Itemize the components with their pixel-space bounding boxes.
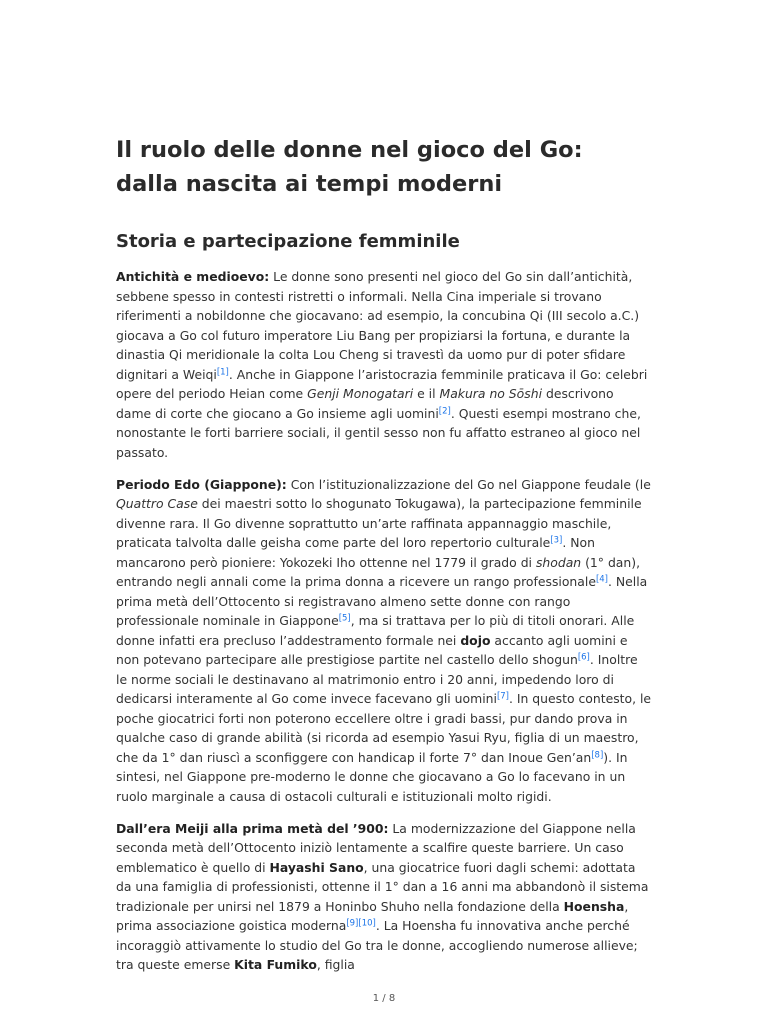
document-title: Il ruolo delle donne nel gioco del Go: dalla nascita ai tempi moderni [116,137,583,197]
footnote-link[interactable]: [4] [595,574,608,585]
document-body [116,133,652,987]
paragraph-heading: Antichità e medioevo: [116,269,270,284]
footnote-link[interactable]: [7] [496,691,509,702]
paragraph-heading: Periodo Edo (Giappone): [116,476,287,492]
section-heading: Storia e partecipazione femminile [116,231,460,252]
footnote-link[interactable]: [5] [338,613,351,624]
page-number: 1 / 8 [372,993,396,1004]
footnote-link[interactable]: [6] [577,652,590,663]
paragraph-heading: Dall’era Meiji alla prima metà del ’900: [116,820,389,836]
paragraph-edo: Periodo Edo (Giappone): Con l’istituzionalizzazione del Go nel Giappone feudale (le Quattro Case dei maestri sotto lo shogunato Tokugawa), la partecipazione femminile divenne rara. Il Go divenne soprattutto un’arte raffinata appannaggio maschile, praticata talvolta dalle geisha come parte del loro repertorio culturale[3]. Non mancarono però pioniere: Yokozeki Iho ottenne nel 1779 il grado di shodan (1° dan), entrando negli annali come la prima donna a ricevere un rango professionale[4]. Nella prima metà dell’Ottocento si registravano almeno sette donne con rango professionale nominale in Giappone[5], ma si trattava per lo più di titoli onorari. Alle donne infatti era precluso l’addestramento formale nei dojo accanto agli uomini e non potevano partecipare alle prestigiose partite nel castello dello shogun[6]. Inoltre le norme sociali le destinavano al matrimonio entro i 20 anni, impedendo loro di dedicarsi interamente al Go come invece facevano gli uomini[7]. In questo contesto, le poche giocatrici forti non poterono eccellere oltre i gradi bassi, pur dando prova in qualche caso di grande abilità (si ricorda ad esempio Yasui Ryu, figlia di un maestro, che da 1° dan riuscì a sconfiggere con handicap il forte 7° dan Inoue Gen’an[8]). In sintesi, nel Giappone pre-moderno le donne che giocavano a Go lo facevano in un ruolo marginale a causa di ostacoli culturali e istituzionali molto rigidi. [116,476,652,804]
footnote-link[interactable]: [2] [438,406,451,416]
paragraph-antiquity: Antichità e medioevo: Le donne sono presenti nel gioco del Go sin dall’antichità, sebbene spesso in contesti ristretti o informali. Nella Cina imperiale si trovano riferimenti a nobildonne che giocavano: ad esempio, la concubina Qi (III secolo a.C.) giocava a Go col futuro imperatore Liu Bang per propiziarsi la fortuna, e durante la dinastia Qi meridionale la colta Lou Cheng si travestì da uomo pur di poter sfidare dignitari a Weiqi[1]. Anche in Giappone l’aristocrazia femminile praticava il Go: celebri opere del periodo Heian come Genji Monogatari e il Makura no Sōshi descrivono dame di corte che giocano a Go insieme agli uomini[2]. Questi esempi mostrano che, nonostante le forti barriere sociali, il gentil sesso non fu affatto estraneo al gioco nel passato. [116,269,648,460]
footnote-link[interactable]: [9] [346,918,359,929]
paragraph-meiji: Dall’era Meiji alla prima metà del ’900: La modernizzazione del Giappone nella seconda metà dell’Ottocento iniziò lentamente a scalfire queste barriere. Un caso emblematico è quello di Hayashi Sano, una giocatrice fuori dagli schemi: adottata da una famiglia di professionisti, ottenne il 1° dan a 16 anni ma abbandonò il sistema tradizionale per unirsi nel 1879 a Honinbo Shuho nella fondazione della Hoensha, prima associazione goistica moderna[9][10]. La Hoensha fu innovativa anche perché incoraggiò attivamente lo studio del Go tra le donne, accogliendo numerose allieve; tra queste emerse Kita Fumiko, figlia [116,820,649,972]
footnote-link[interactable]: [3] [550,535,563,546]
footnote-link[interactable]: [8] [591,750,604,760]
footnote-link[interactable]: [10] [358,918,376,929]
footnote-link[interactable]: [1] [216,367,229,377]
